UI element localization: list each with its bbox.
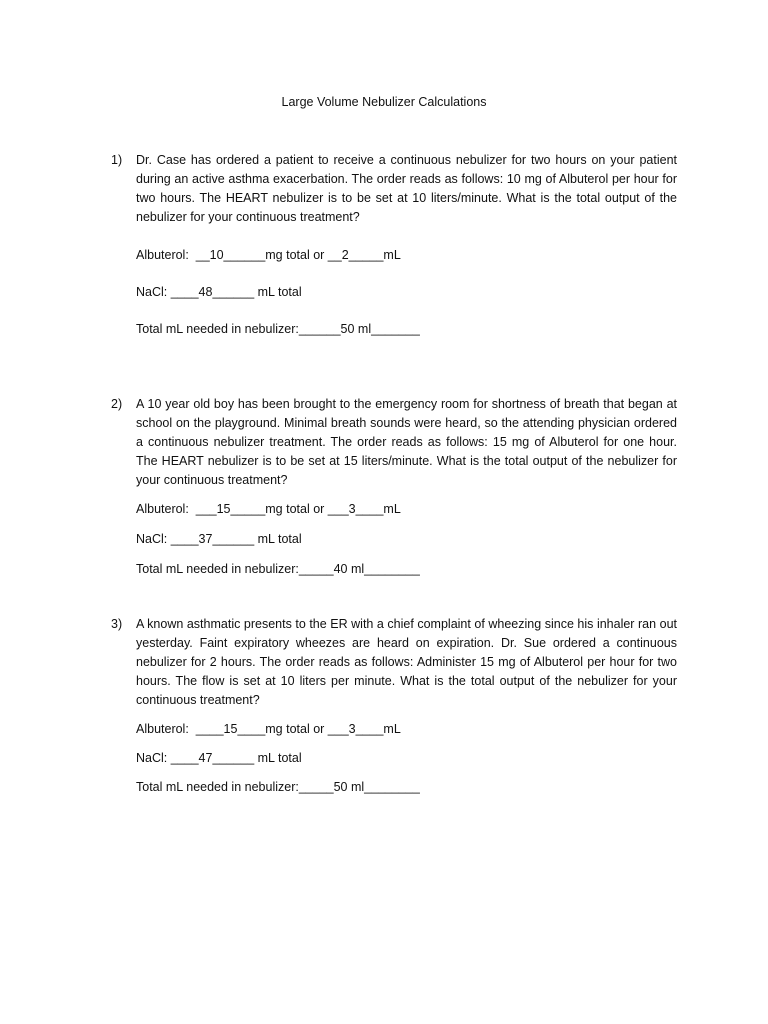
nacl-answer: NaCl: ____47______ mL total (136, 751, 302, 765)
albuterol-answer: Albuterol: __10______mg total or __2_____mL (136, 248, 401, 262)
total-answer: Total mL needed in nebulizer:_____50 ml________ (136, 780, 420, 794)
question-text: A 10 year old boy has been brought to the emergency room for shortness of breath that began at school on the playground. Minimal breath sounds were heard, so the attending physician ordered a continuous nebulizer treatment. The order reads as follows: 15 mg of Albuterol for one hour. The HEART nebulizer is to be set at 15 liters/minute. What is the total output of the nebulizer for your continuous treatment? (136, 397, 677, 487)
albuterol-answer: Albuterol: ___15_____mg total or ___3____mL (136, 502, 401, 516)
albuterol-answer: Albuterol: ____15____mg total or ___3____mL (136, 722, 401, 736)
total-answer: Total mL needed in nebulizer:_____40 ml________ (136, 562, 420, 576)
question-text: Dr. Case has ordered a patient to receive a continuous nebulizer for two hours on your patient during an active asthma exacerbation. The order reads as follows: 10 mg of Albuterol per hour for two hours. The HEART nebulizer is to be set at 10 liters/minute. What is the total output of the nebulizer for your continuous treatment? (136, 153, 677, 224)
question-number: 1) (111, 153, 123, 167)
total-answer: Total mL needed in nebulizer:______50 ml_______ (136, 322, 420, 336)
question-1 (111, 151, 677, 339)
question-3 (111, 615, 677, 797)
question-number: 2) (111, 397, 123, 411)
question-2 (111, 395, 677, 579)
question-text: A known asthmatic presents to the ER with a chief complaint of wheezing since his inhaler ran out yesterday. Faint expiratory wheezes are heard on expiration. Dr. Sue ordered a continuous nebulizer for 2 hours. The order reads as follows: Administer 15 mg of Albuterol per hour for two hours. The flow is set at 10 liters per minute. What is the total output of the nebulizer for your continuous treatment? (136, 617, 677, 707)
question-number: 3) (111, 617, 123, 631)
nacl-answer: NaCl: ____48______ mL total (136, 285, 302, 299)
nacl-answer: NaCl: ____37______ mL total (136, 532, 302, 546)
document-title: Large Volume Nebulizer Calculations (281, 95, 487, 109)
